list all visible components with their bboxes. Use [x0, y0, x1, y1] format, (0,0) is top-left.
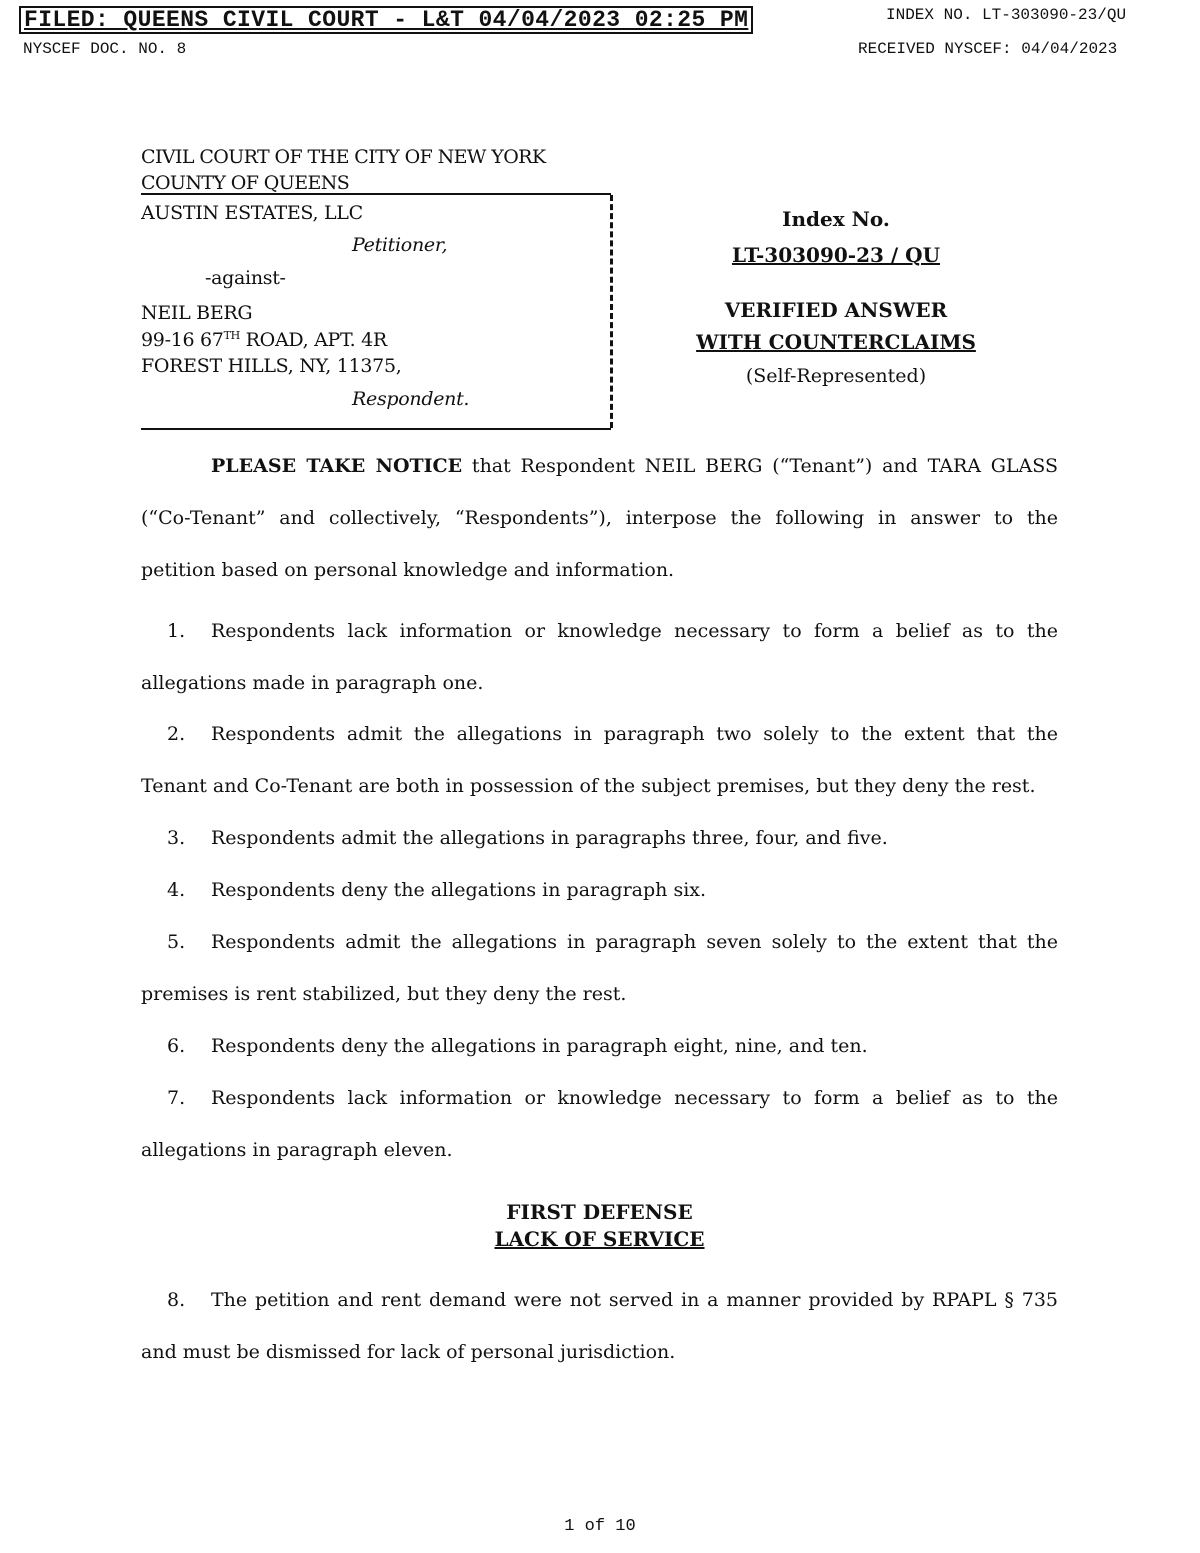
address-superscript: TH: [223, 329, 240, 342]
item-number: 2.: [167, 723, 186, 745]
item-text: Respondents deny the allegations in paragraph eight, nine, and ten.: [211, 1035, 868, 1057]
received-date: RECEIVED NYSCEF: 04/04/2023: [858, 40, 1118, 58]
item-text: Respondents lack information or knowledge necessary to form a belief as to the allegations made in paragraph one.: [141, 620, 1058, 694]
list-item: [141, 708, 1058, 812]
item-number: 4.: [167, 879, 186, 901]
item-number: 5.: [167, 931, 186, 953]
item-text: Respondents admit the allegations in paragraphs three, four, and five.: [211, 827, 888, 849]
document-title: [640, 294, 1032, 358]
against-label: -against-: [205, 267, 286, 289]
list-item: [141, 864, 1058, 916]
respondent-name: NEIL BERG: [141, 302, 253, 324]
filed-stamp: FILED: QUEENS CIVIL COURT - L&T 04/04/2023 02:25 PM: [19, 6, 753, 34]
court-county: COUNTY OF QUEENS: [141, 172, 350, 194]
self-represented-label: (Self-Represented): [745, 365, 927, 387]
document-title-line2: WITH COUNTERCLAIMS: [696, 330, 976, 354]
caption-divider: [610, 195, 613, 428]
item-text: Respondents admit the allegations in paragraph seven solely to the extent that the premises is rent stabilized, but they deny the rest.: [141, 931, 1058, 1005]
respondent-city: FOREST HILLS, NY, 11375,: [141, 355, 402, 377]
item-number: 1.: [167, 620, 186, 642]
item-number: 8.: [167, 1289, 186, 1311]
item-number: 3.: [167, 827, 186, 849]
list-item: [141, 916, 1058, 1020]
court-name: CIVIL COURT OF THE CITY OF NEW YORK: [141, 146, 546, 168]
list-item: [141, 1072, 1058, 1176]
list-item: [141, 1020, 1058, 1072]
document-title-line1: VERIFIED ANSWER: [724, 298, 948, 322]
index-number-header: INDEX NO. LT-303090-23/QU: [886, 6, 1127, 24]
item-number: 7.: [167, 1087, 186, 1109]
court-heading: [141, 144, 545, 196]
petitioner-role: [352, 234, 447, 256]
notice-text: that Respondent NEIL BERG (“Tenant”) and TARA GLASS (“Co-Tenant” and collectively, “Respondents”), interpose the following in answer to the petition based on personal knowledge and information.: [141, 455, 1058, 581]
item-text: The petition and rent demand were not served in a manner provided by RPAPL § 735 and must be dismissed for lack of personal jurisdiction.: [141, 1289, 1058, 1363]
index-value: LT-303090-23 / QU: [731, 243, 941, 267]
defense-title: FIRST DEFENSE: [506, 1200, 693, 1224]
index-label: Index No.: [782, 207, 890, 231]
notice-lead: PLEASE TAKE NOTICE: [211, 455, 463, 477]
list-item: [141, 812, 1058, 864]
notice-paragraph: [141, 440, 1058, 596]
item-text: Respondents lack information or knowledge necessary to form a belief as to the allegations in paragraph eleven.: [141, 1087, 1058, 1161]
page-number: 1 of 10: [564, 1517, 636, 1536]
list-item: [141, 605, 1058, 709]
item-number: 6.: [167, 1035, 186, 1057]
petitioner-name: AUSTIN ESTATES, LLC: [141, 202, 363, 224]
respondent-role-text: Respondent.: [352, 388, 470, 410]
defense-subtitle: LACK OF SERVICE: [494, 1227, 705, 1251]
item-text: Respondents deny the allegations in paragraph six.: [211, 879, 707, 901]
address-suffix: ROAD, APT. 4R: [239, 329, 387, 351]
nyscef-doc-number: NYSCEF DOC. NO. 8: [23, 40, 187, 58]
item-text: Respondents admit the allegations in paragraph two solely to the extent that the Tenant and Co-Tenant are both in possession of the subject premises, but they deny the rest.: [141, 723, 1058, 797]
respondent-role: [352, 388, 469, 410]
petitioner-role-text: Petitioner,: [352, 234, 448, 256]
address-prefix: 99-16 67: [141, 329, 224, 351]
defense-heading: [141, 1199, 1058, 1253]
respondent-address: [141, 329, 387, 351]
list-item: [141, 1274, 1058, 1378]
